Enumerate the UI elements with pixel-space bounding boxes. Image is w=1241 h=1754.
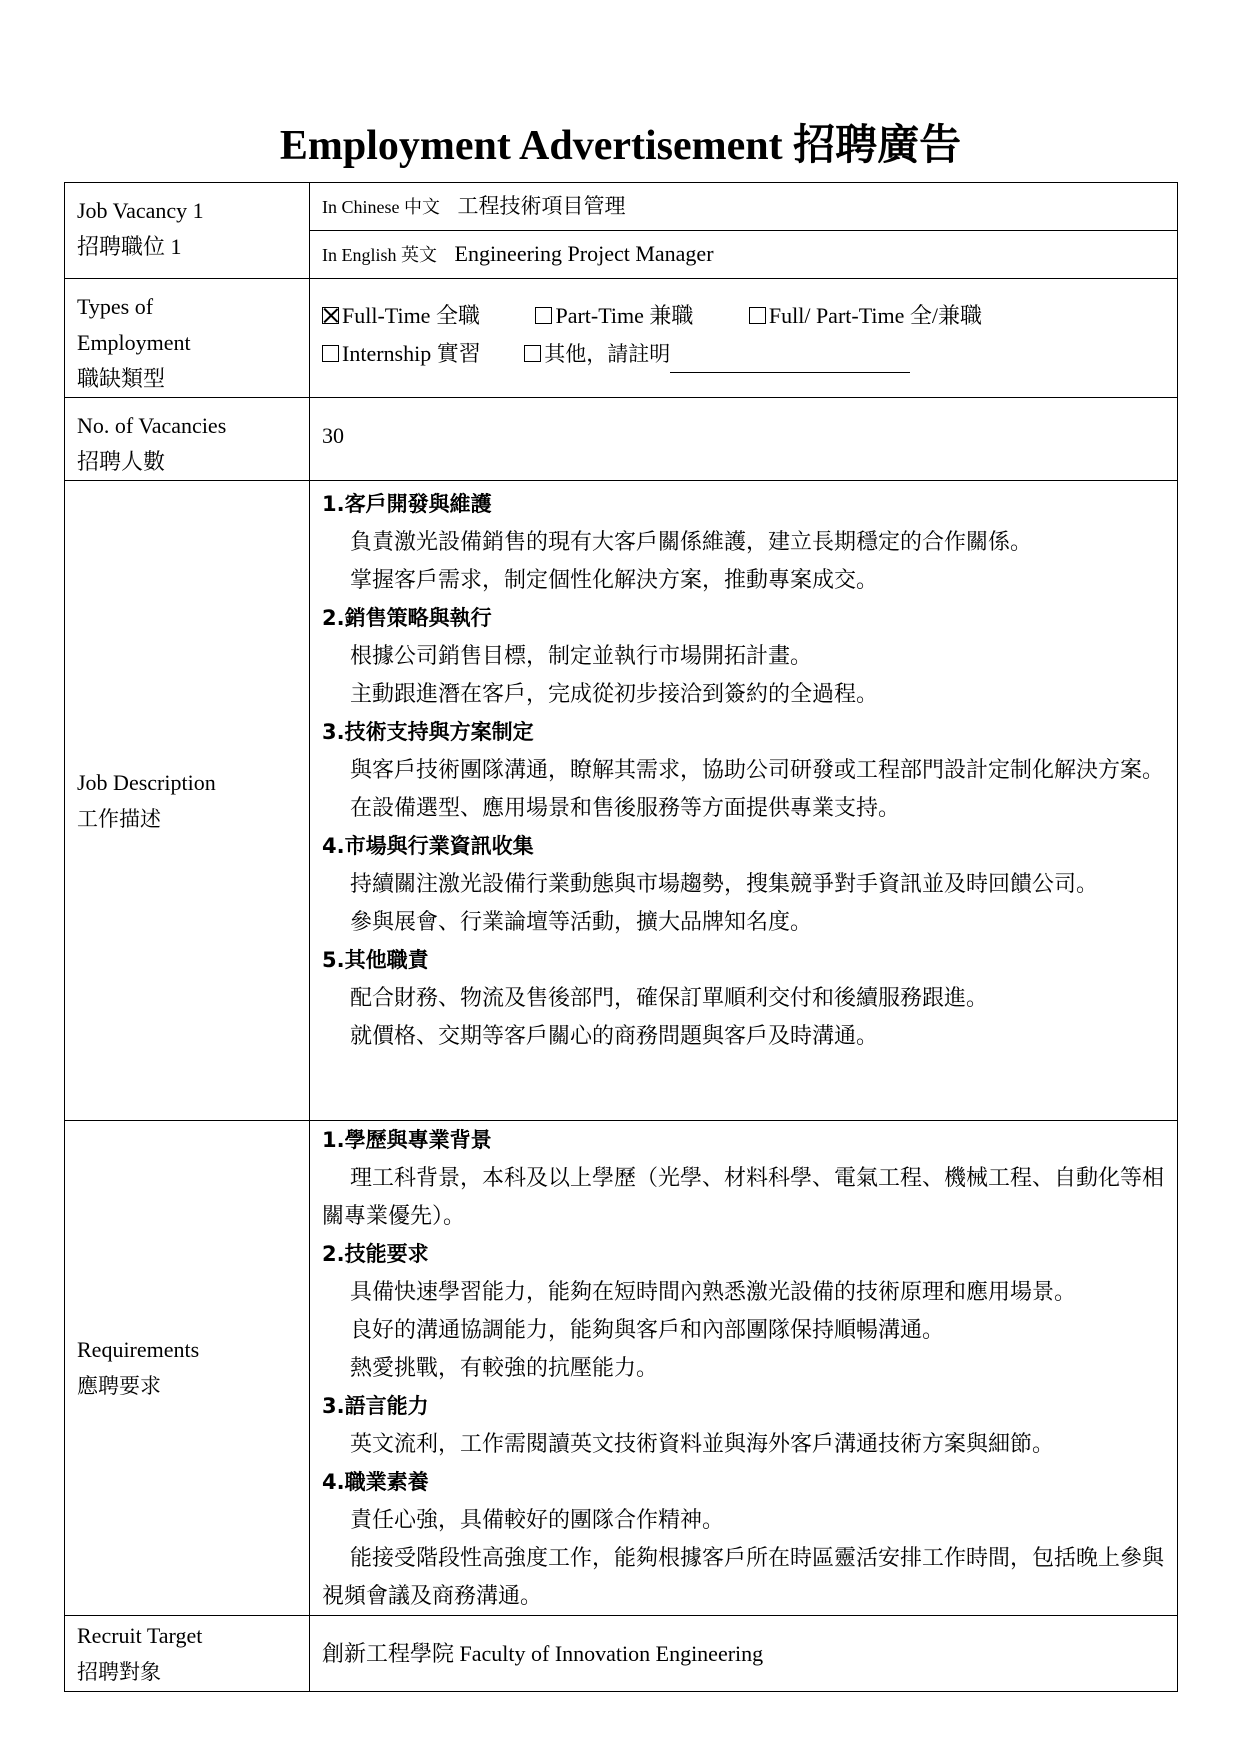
req-line: 具備快速學習能力，能夠在短時間內熟悉激光設備的技術原理和應用場景。 — [350, 1279, 1077, 1304]
job-vacancy-label — [65, 183, 310, 279]
jd-line: 持續關注激光設備行業動態與市場趨勢，搜集競爭對手資訊並及時回饋公司。 — [350, 871, 1099, 896]
job-vacancy-label-zh: 招聘職位 1 — [77, 234, 182, 259]
checkbox-empty-icon — [749, 307, 766, 324]
employment-type-options — [310, 279, 1178, 398]
employment-type-label-zh: 職缺類型 — [77, 366, 166, 391]
other-blank-line[interactable] — [670, 350, 910, 373]
checkbox-empty-icon — [524, 345, 541, 362]
requirements-label-en: Requirements — [77, 1337, 200, 1362]
option-full-part-time[interactable]: Full/ Part-Time 全/兼職 — [749, 297, 982, 335]
requirements-content — [310, 1121, 1178, 1616]
jd-line: 根據公司銷售目標，制定並執行市場開拓計畫。 — [350, 643, 813, 668]
req-heading-2: 2.技能要求 — [322, 1242, 429, 1266]
chinese-title-value: 工程技術項目管理 — [457, 194, 626, 218]
option-internship[interactable]: Internship 實習 — [322, 335, 481, 373]
jd-line: 負責激光設備銷售的現有大客戶關係維護，建立長期穩定的合作關係。 — [350, 529, 1033, 554]
job-description-label-zh: 工作描述 — [77, 806, 161, 831]
jd-heading-1: 1.客戶開發與維護 — [322, 492, 492, 516]
requirements-label — [65, 1121, 310, 1616]
job-description-label — [65, 481, 310, 1121]
job-ad-form — [64, 182, 1178, 1692]
jd-heading-2: 2.銷售策略與執行 — [322, 606, 492, 630]
recruit-target-label-zh: 招聘對象 — [77, 1660, 161, 1684]
jd-heading-5: 5.其他職責 — [322, 948, 429, 972]
option-part-time[interactable]: Part-Time 兼職 — [535, 297, 693, 335]
recruit-target-value: 創新工程學院 Faculty of Innovation Engineering — [322, 1641, 764, 1666]
english-title-cell — [310, 231, 1178, 279]
job-description-label-en: Job Description — [77, 769, 216, 795]
jd-line: 就價格、交期等客戶關心的商務問題與客戶及時溝通。 — [350, 1023, 879, 1048]
recruit-target-cell — [310, 1616, 1178, 1692]
jd-line: 主動跟進潛在客戶，完成從初步接洽到簽約的全過程。 — [350, 681, 879, 706]
page-title: Employment Advertisement 招聘廣告 — [279, 123, 962, 169]
vacancies-value: 30 — [322, 423, 344, 448]
english-title-value: Engineering Project Manager — [454, 241, 714, 266]
checkbox-empty-icon — [535, 307, 552, 324]
req-line: 良好的溝通協調能力，能夠與客戶和內部團隊保持順暢溝通。 — [350, 1317, 945, 1342]
req-line: 責任心強，具備較好的團隊合作精神。 — [350, 1507, 725, 1532]
req-line: 理工科背景，本科及以上學歷（光學、材料科學、電氣工程、機械工程、自動化等相關專業優先）。 — [322, 1165, 1165, 1228]
req-heading-4: 4.職業素養 — [322, 1470, 429, 1494]
req-heading-1: 1.學歷與專業背景 — [322, 1128, 492, 1152]
req-line: 英文流利，工作需閱讀英文技術資料並與海外客戶溝通技術方案與細節。 — [350, 1431, 1055, 1456]
vacancies-label-en: No. of Vacancies — [77, 413, 227, 438]
vacancies-label — [65, 398, 310, 481]
jd-heading-4: 4.市場與行業資訊收集 — [322, 834, 534, 858]
option-full-time[interactable]: Full-Time 全職 — [322, 297, 480, 335]
jd-line: 在設備選型、應用場景和售後服務等方面提供專業支持。 — [350, 795, 901, 820]
chinese-title-cell — [310, 183, 1178, 231]
vacancies-cell — [310, 398, 1178, 481]
employment-type-label-en-2: Employment — [77, 330, 191, 355]
jd-line: 掌握客戶需求，制定個性化解決方案，推動專案成交。 — [350, 567, 879, 592]
chinese-prefix: In Chinese 中文 — [322, 197, 440, 217]
english-prefix: In English 英文 — [322, 245, 437, 265]
jd-line: 參與展會、行業論壇等活動，擴大品牌知名度。 — [350, 909, 813, 934]
req-heading-3: 3.語言能力 — [322, 1394, 429, 1418]
recruit-target-label — [65, 1616, 310, 1692]
jd-heading-3: 3.技術支持與方案制定 — [322, 720, 534, 744]
req-line: 熱愛挑戰，有較強的抗壓能力。 — [350, 1355, 659, 1380]
option-other[interactable]: 其他，請註明 — [524, 335, 910, 373]
requirements-label-zh: 應聘要求 — [77, 1374, 161, 1398]
job-vacancy-label-en: Job Vacancy 1 — [77, 198, 204, 223]
req-line: 能接受階段性高強度工作，能夠根據客戶所在時區靈活安排工作時間，包括晚上參與視頻會議及商務溝通。 — [322, 1545, 1165, 1608]
employment-type-label-en-1: Types of — [77, 294, 154, 319]
job-description-content — [310, 481, 1178, 1121]
jd-line: 配合財務、物流及售後部門，確保訂單順利交付和後續服務跟進。 — [350, 985, 989, 1010]
jd-line: 與客戶技術團隊溝通，瞭解其需求，協助公司研發或工程部門設計定制化解決方案。 — [350, 757, 1165, 782]
checkbox-empty-icon — [322, 345, 339, 362]
employment-type-label — [65, 279, 310, 398]
vacancies-label-zh: 招聘人數 — [77, 449, 166, 474]
recruit-target-label-en: Recruit Target — [77, 1623, 203, 1648]
checkbox-checked-icon — [322, 307, 339, 324]
